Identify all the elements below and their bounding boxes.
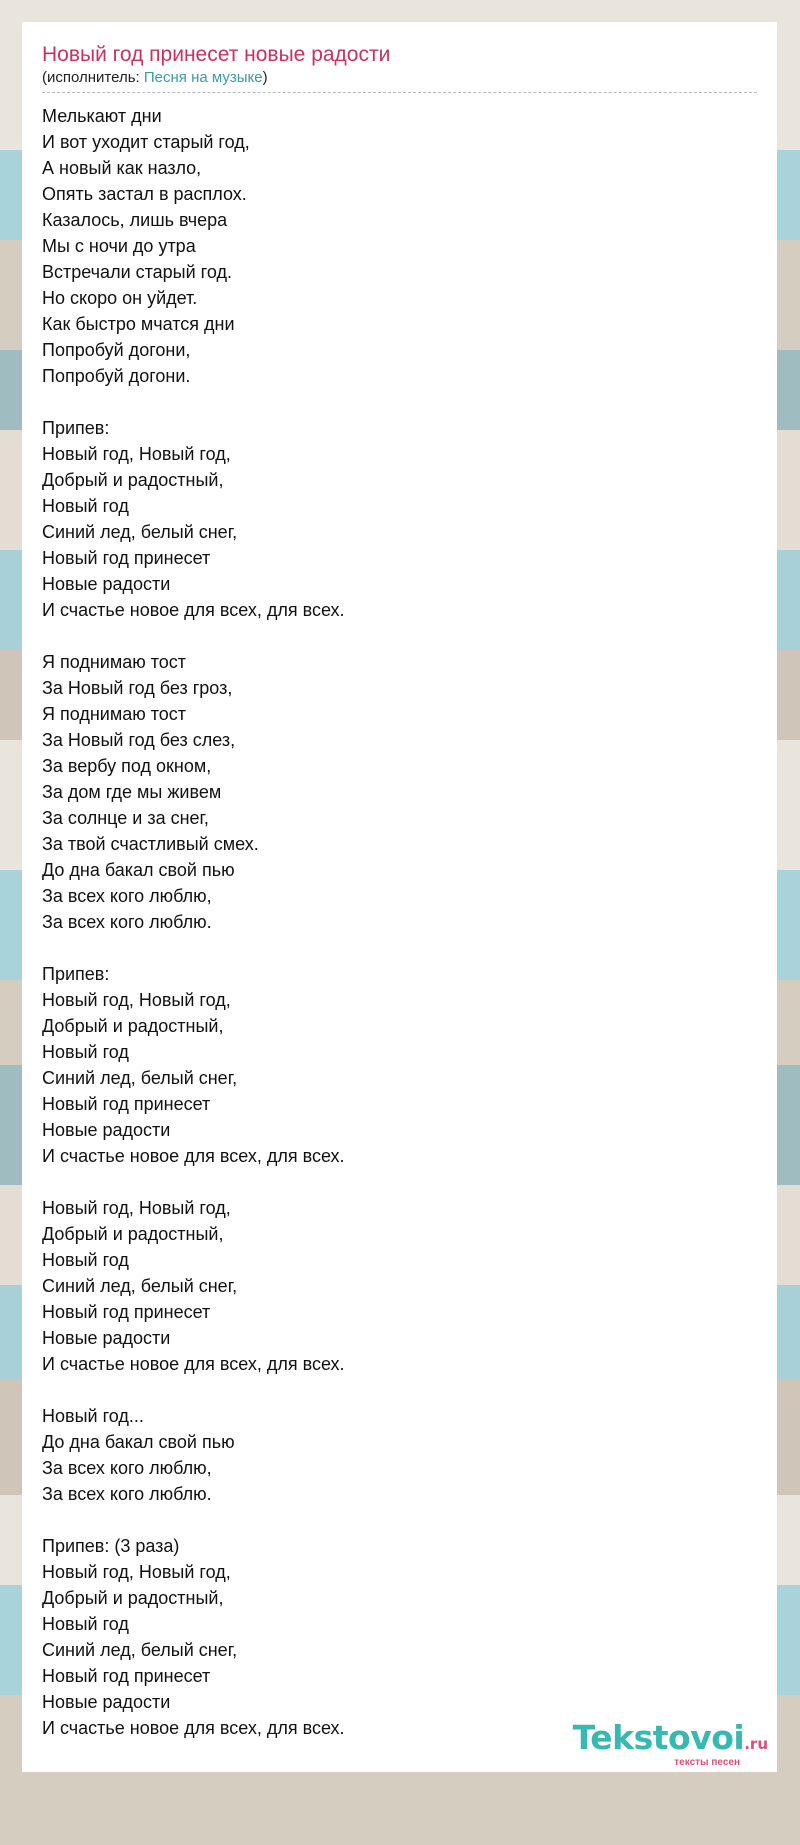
lyrics-line: До дна бакал свой пью (42, 1432, 235, 1452)
logo-tagline: тексты песен (674, 1757, 740, 1768)
lyrics-line: Синий лед, белый снег, (42, 1276, 238, 1296)
lyrics-line: Новый год, Новый год, (42, 444, 231, 464)
lyrics-line: И счастье новое для всех, для всех. (42, 1146, 345, 1166)
lyrics-line: Как быстро мчатся дни (42, 314, 235, 334)
lyrics-line: Попробуй догони, (42, 340, 191, 360)
lyrics-line: Синий лед, белый снег, (42, 1640, 238, 1660)
lyrics-stanza (42, 961, 757, 1169)
lyrics-stanza (42, 1195, 757, 1377)
performer-line (42, 68, 757, 93)
lyrics-line: Новый год принесет (42, 1666, 211, 1686)
lyrics-line: Синий лед, белый снег, (42, 1068, 238, 1088)
lyrics-line: Я поднимаю тост (42, 704, 187, 724)
lyrics-line: Новые радости (42, 1692, 171, 1712)
lyrics-line: Новые радости (42, 574, 171, 594)
performer-prefix: (исполнитель: (42, 69, 144, 86)
performer-link[interactable]: Песня на музыке (143, 69, 263, 86)
lyrics-line: Новый год (42, 1250, 129, 1270)
lyrics-line: Казалось, лишь вчера (42, 210, 228, 230)
lyrics-line: Новые радости (42, 1120, 171, 1140)
lyrics-line: Припев: (3 раза) (42, 1536, 180, 1556)
lyrics-line: Припев: (42, 418, 110, 438)
lyrics-line: За всех кого люблю, (42, 1458, 212, 1478)
logo-wordmark (572, 1718, 768, 1761)
lyrics-line: И счастье новое для всех, для всех. (42, 1718, 345, 1738)
lyrics-line: За Новый год без гроз, (42, 678, 233, 698)
lyrics-line: Новый год (42, 1614, 129, 1634)
logo-tld: .ru (744, 1735, 768, 1753)
lyrics-line: Добрый и радостный, (42, 1016, 224, 1036)
lyrics-line: Добрый и радостный, (42, 470, 224, 490)
lyrics-line: Мы с ночи до утра (42, 236, 196, 256)
lyrics-line: Опять застал в расплох. (42, 184, 247, 204)
lyrics-line: Я поднимаю тост (42, 652, 187, 672)
performer-suffix: ) (262, 69, 268, 86)
lyrics-line: Добрый и радостный, (42, 1224, 224, 1244)
lyrics-line: И счастье новое для всех, для всех. (42, 1354, 345, 1374)
lyrics-line: Новый год принесет (42, 1302, 211, 1322)
logo-name: Tekstovoi (572, 1718, 745, 1757)
lyrics-line: Новые радости (42, 1328, 171, 1348)
lyrics-text (42, 103, 757, 1741)
lyrics-line: И вот уходит старый год, (42, 132, 250, 152)
lyrics-line: За Новый год без слез, (42, 730, 236, 750)
lyrics-line: Новый год (42, 496, 129, 516)
lyrics-line: За всех кого люблю. (42, 1484, 212, 1504)
lyrics-line: И счастье новое для всех, для всех. (42, 600, 345, 620)
lyrics-line: Новый год (42, 1042, 129, 1062)
lyrics-stanza (42, 1403, 757, 1507)
lyrics-line: Новый год принесет (42, 1094, 211, 1114)
lyrics-stanza (42, 649, 757, 935)
lyrics-stanza (42, 103, 757, 389)
lyrics-line: За солнце и за снег, (42, 808, 209, 828)
lyrics-card (22, 22, 777, 1772)
lyrics-line: Новый год принесет (42, 548, 211, 568)
lyrics-line: Припев: (42, 964, 110, 984)
page-title: Новый год принесет новые радости (42, 43, 391, 66)
lyrics-line: За всех кого люблю. (42, 912, 212, 932)
lyrics-line: А новый как назло, (42, 158, 202, 178)
lyrics-line: За дом где мы живем (42, 782, 222, 802)
lyrics-line: Встречали старый год. (42, 262, 232, 282)
lyrics-line: Попробуй догони. (42, 366, 191, 386)
site-logo[interactable] (572, 1718, 768, 1768)
lyrics-line: Новый год... (42, 1406, 144, 1426)
lyrics-line: Новый год, Новый год, (42, 1562, 231, 1582)
lyrics-line: За твой счастливый смех. (42, 834, 259, 854)
lyrics-line: Новый год, Новый год, (42, 990, 231, 1010)
lyrics-line: Синий лед, белый снег, (42, 522, 238, 542)
lyrics-line: Добрый и радостный, (42, 1588, 224, 1608)
lyrics-stanza (42, 415, 757, 623)
lyrics-line: До дна бакал свой пью (42, 860, 235, 880)
lyrics-line: Новый год, Новый год, (42, 1198, 231, 1218)
lyrics-line: Мелькают дни (42, 106, 162, 126)
lyrics-line: За вербу под окном, (42, 756, 212, 776)
lyrics-stanza (42, 1533, 757, 1741)
lyrics-line: За всех кого люблю, (42, 886, 212, 906)
lyrics-line: Но скоро он уйдет. (42, 288, 198, 308)
